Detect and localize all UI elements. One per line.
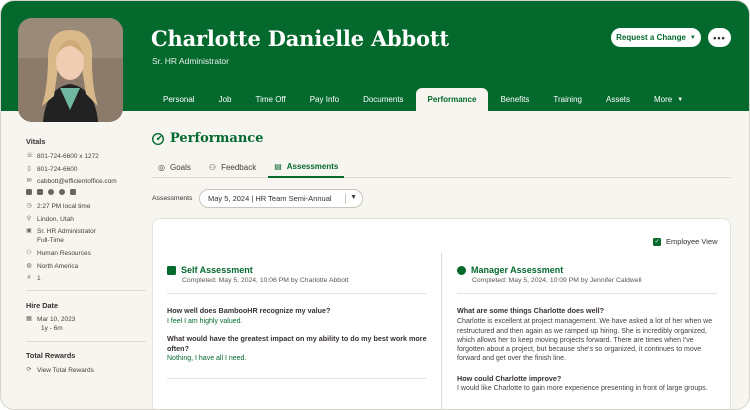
self-assessment-heading [167, 265, 253, 275]
divider [26, 341, 146, 342]
self-assessment-completed: Completed: May 5, 2024, 10:06 PM by Charlotte Abbott [182, 277, 349, 284]
compass-icon [457, 266, 466, 275]
performance-subtabs [152, 156, 731, 178]
tab-label: Job [218, 95, 232, 104]
tab-time-off[interactable] [243, 88, 297, 111]
manager-answer-1-line-3: which allows her to keep moving projects forward. There are times when I've [457, 337, 694, 344]
tab-label: More [654, 95, 673, 104]
checkbox-checked-icon[interactable]: ✓ [654, 238, 660, 245]
people-icon: ⚇ [208, 162, 217, 172]
manager-assessment-heading [457, 265, 563, 275]
location-pin-icon: ⚲ [26, 216, 32, 222]
divider [167, 378, 426, 379]
rewards-icon: ⟳ [26, 367, 32, 373]
caret-down-icon: ▼ [689, 34, 696, 41]
self-assessment-title: Self Assessment [181, 265, 253, 275]
linkedin-icon[interactable] [26, 189, 32, 195]
self-question-2: What would have the greatest impact on my ability to do my best work more [167, 334, 427, 343]
employee-view-toggle[interactable] [653, 237, 718, 246]
pinterest-icon[interactable] [59, 189, 65, 195]
people-icon: ⚇ [26, 250, 32, 256]
subtab-assessments[interactable] [268, 156, 344, 178]
panel-divider [441, 253, 442, 410]
role: Sr. HR Administrator [37, 228, 96, 235]
mobile-icon: ▯ [27, 166, 31, 172]
view-total-rewards-label: View Total Rewards [37, 367, 94, 374]
twitter-icon[interactable] [37, 189, 43, 195]
subtab-label: Goals [169, 162, 191, 172]
page-title: Performance [170, 131, 264, 146]
tab-more[interactable] [642, 88, 695, 111]
tab-documents[interactable] [351, 88, 415, 111]
manager-answer-1-line-5: forward and get over the finish line. [457, 355, 566, 362]
tab-job[interactable] [207, 88, 244, 111]
self-answer-2: Nothing, I have all I need. [167, 355, 247, 362]
tab-label: Pay Info [309, 95, 340, 104]
tab-personal[interactable] [151, 88, 207, 111]
tab-training[interactable] [541, 88, 594, 111]
performance-heading [152, 131, 263, 146]
employee-view-label: Employee View [666, 237, 718, 246]
mail-icon: ✉ [26, 178, 32, 184]
email[interactable]: cabbott@efficientoffice.com [37, 178, 117, 185]
tab-pay-info[interactable] [298, 88, 351, 111]
tenure: 1y - 6m [41, 325, 63, 332]
mobile-phone-row [26, 166, 77, 173]
divider [167, 293, 426, 294]
target-icon: ◎ [158, 162, 165, 172]
work-phone-row [26, 153, 99, 160]
tab-label: Assets [605, 95, 630, 104]
vitals-heading: Vitals [26, 137, 46, 146]
region-row [26, 263, 78, 270]
subtab-feedback[interactable] [203, 156, 262, 178]
tab-label: Training [553, 95, 582, 104]
department: Human Resources [37, 250, 91, 257]
manager-answer-1-line-2: restructured and then again as we ramped up hiring. She is incredibly organized, [457, 328, 707, 335]
clipboard-icon: ▤ [274, 161, 282, 171]
subtab-label: Feedback [221, 162, 257, 172]
manager-question-2: How could Charlotte improve? [457, 374, 562, 383]
manager-assessment-completed: Completed: May 5, 2024, 10:09 PM by Jennifer Caldwell [472, 277, 642, 284]
tab-label: Time Off [255, 95, 286, 104]
calendar-icon: ▦ [26, 316, 32, 322]
region: North America [37, 263, 79, 270]
briefcase-icon: ▣ [26, 228, 32, 234]
divider [26, 290, 146, 291]
employment-type: Full-Time [37, 237, 64, 244]
manager-answer-1-line-4: forgotten about a project, but because she's so organized, it continues to move [457, 346, 702, 353]
self-question-1: How well does BambooHR recognize my value? [167, 306, 331, 315]
phone-icon: ☏ [26, 153, 34, 159]
tab-label: Performance [427, 95, 477, 104]
social-links [26, 189, 76, 195]
manager-question-1: What are some things Charlotte does well? [457, 306, 604, 315]
assessment-select[interactable] [199, 189, 363, 208]
location: Lindon, Utah [37, 216, 74, 223]
facebook-icon[interactable] [48, 189, 54, 195]
work-phone: 801-724-6600 x 1272 [37, 153, 99, 160]
request-change-button[interactable] [611, 28, 701, 47]
manager-assessment-title: Manager Assessment [471, 265, 564, 275]
select-separator [345, 194, 346, 204]
role-block [37, 228, 96, 244]
tab-performance[interactable] [416, 88, 489, 111]
local-time: 2:27 PM local time [37, 203, 91, 210]
request-change-label: Request a Change [616, 33, 686, 42]
gauge-icon [152, 133, 164, 145]
hire-date: Mar 10, 2023 [37, 316, 76, 323]
divider [457, 293, 717, 294]
employee-job-title: Sr. HR Administrator [152, 56, 229, 66]
person-card-icon [167, 266, 176, 275]
employee-number: 1 [37, 275, 41, 282]
self-question-2-cont: often? [167, 344, 189, 353]
employee-photo [18, 18, 123, 122]
tab-assets[interactable] [594, 88, 642, 111]
assessments-label: Assessments [152, 195, 193, 202]
subtab-goals[interactable] [152, 156, 197, 178]
ellipsis-icon: ••• [713, 32, 726, 43]
department-row [26, 250, 91, 257]
tab-label: Documents [363, 95, 404, 104]
employee-name: Charlotte Danielle Abbott [151, 26, 449, 51]
tab-label: Benefits [500, 95, 530, 104]
hire-date-block [37, 316, 75, 332]
manager-answer-1-line-1: Charlotte is excellent at project management. We have asked a lot of her when we [457, 318, 713, 325]
globe-icon: ◍ [26, 263, 32, 269]
role-row [26, 228, 96, 244]
location-row [26, 216, 74, 223]
mobile-phone: 801-724-6600 [37, 166, 78, 173]
tab-label: Personal [163, 95, 195, 104]
clock-icon: ◷ [26, 203, 32, 209]
assessment-selected-value: May 5, 2024 | HR Team Semi-Annual [208, 194, 332, 203]
hash-icon: # [27, 275, 31, 281]
total-rewards-heading: Total Rewards [26, 351, 76, 360]
employee-number-row [26, 275, 41, 282]
subtab-label: Assessments [286, 161, 339, 171]
hire-date-row [26, 316, 75, 332]
self-answer-1: I feel I am highly valued. [167, 318, 243, 325]
local-time-row [26, 203, 90, 210]
caret-down-icon: ▼ [350, 194, 357, 201]
instagram-icon[interactable] [70, 189, 76, 195]
caret-down-icon: ▼ [677, 96, 684, 103]
hire-date-heading: Hire Date [26, 301, 59, 310]
email-row[interactable] [26, 178, 117, 185]
view-total-rewards-link[interactable] [26, 367, 94, 374]
profile-tabs [151, 88, 695, 111]
more-actions-button[interactable] [708, 28, 731, 47]
tab-benefits[interactable] [488, 88, 541, 111]
manager-answer-2: I would like Charlotte to gain more experience presenting in front of large groups. [457, 385, 708, 392]
